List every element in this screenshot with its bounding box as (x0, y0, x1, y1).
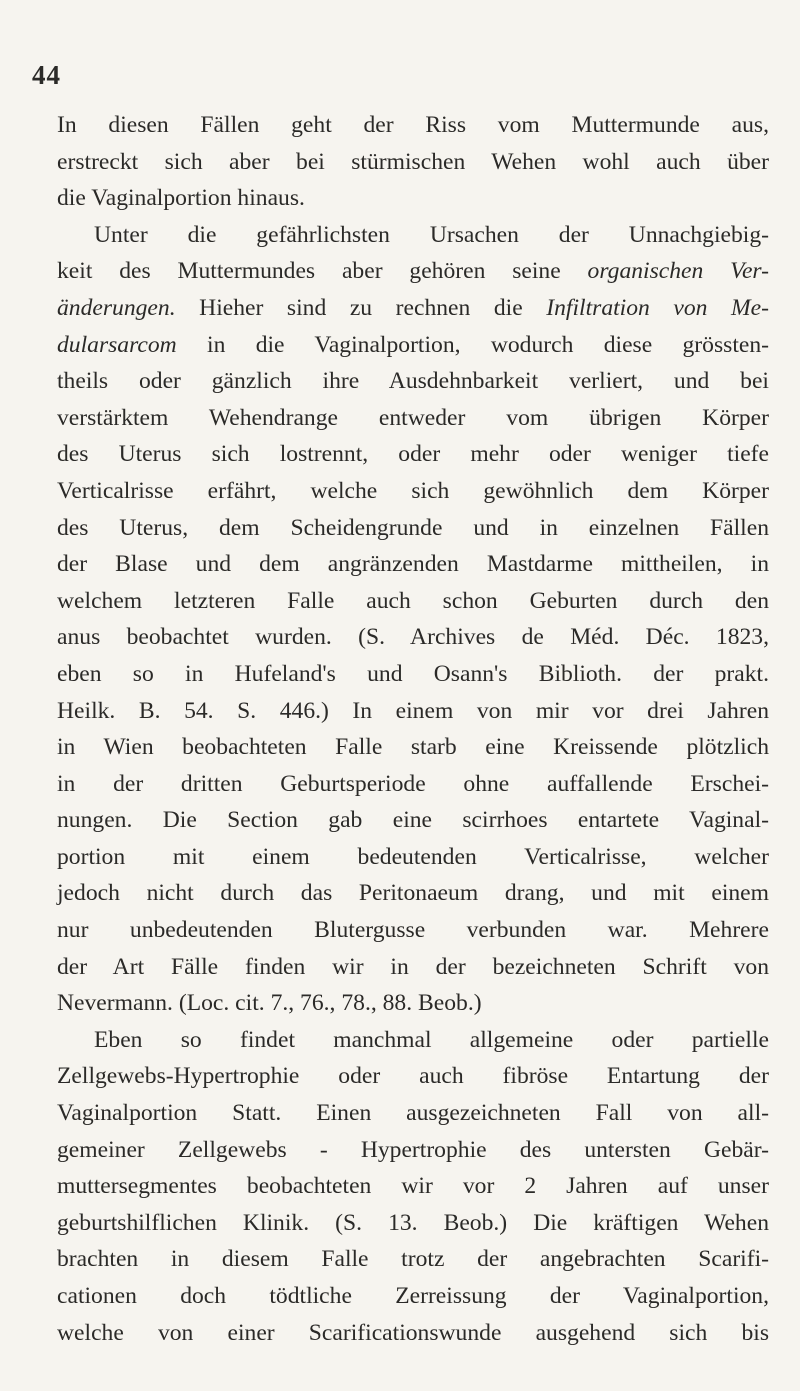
text-span: Hieher sind zu rechnen die (175, 294, 547, 321)
text-line: brachten in diesem Falle trotz der angebrachten Scarifi- (57, 1246, 769, 1273)
italic-text: organischen Ver- (587, 258, 769, 285)
text-line: in Wien beobachteten Falle starb eine Kreissende plötzlich (57, 734, 769, 761)
text-span: keit des Muttermundes aber gehören seine (57, 258, 588, 285)
text-line: der Blase und dem angränzenden Mastdarme mittheilen, in (57, 551, 769, 578)
text-line (57, 253, 769, 290)
italic-text: änderungen. (57, 294, 176, 321)
text-line: muttersegmentes beobachteten wir vor 2 Jahren auf unser (57, 1173, 769, 1200)
text-line: geburtshilflichen Klinik. (S. 13. Beob.) Die kräftigen Wehen (57, 1209, 769, 1236)
text-line: erstreckt sich aber bei stürmischen Wehen wohl auch über (57, 148, 769, 175)
text-line: Vaginalportion Statt. Einen ausgezeichneten Fall von all- (57, 1100, 769, 1127)
text-line: Nevermann. (Loc. cit. 7., 76., 78., 88. Beob.) (57, 990, 482, 1017)
text-line: Zellgewebs-Hypertrophie oder auch fibröse Entartung der (57, 1063, 769, 1090)
text-line: nur unbedeutenden Blutergusse verbunden war. Mehrere (57, 917, 769, 944)
text-line: Heilk. B. 54. S. 446.) In einem von mir vor drei Jahren (57, 697, 769, 724)
text-line: die Vaginalportion hinaus. (57, 185, 305, 212)
text-line: in der dritten Geburtsperiode ohne auffallende Erschei- (57, 770, 769, 797)
body-text (57, 107, 769, 1351)
text-line: eben so in Hufeland's und Osann's Biblioth. der prakt. (57, 660, 769, 687)
text-line: cationen doch tödtliche Zerreissung der Vaginalportion, (57, 1283, 769, 1309)
text-line: gemeiner Zellgewebs - Hypertrophie des untersten Gebär- (57, 1136, 769, 1163)
text-line: Eben so findet manchmal allgemeine oder partielle (94, 1026, 769, 1053)
text-line: der Art Fälle finden wir in der bezeichneten Schrift von (57, 953, 769, 980)
text-line (57, 327, 769, 364)
text-line: In diesen Fällen geht der Riss vom Muttermunde aus, (57, 112, 769, 138)
text-line: Verticalrisse erfährt, welche sich gewöhnlich dem Körper (57, 477, 769, 504)
text-line: des Uterus, dem Scheidengrunde und in einzelnen Fällen (57, 514, 769, 541)
text-span: in die Vaginalportion, wodurch diese grössten- (176, 331, 769, 358)
italic-text: dularsarcom (57, 331, 177, 358)
text-line: nungen. Die Section gab eine scirrhoes entartete Vaginal- (57, 807, 769, 834)
text-line: Unter die gefährlichsten Ursachen der Unnachgiebig- (94, 221, 769, 248)
text-line: des Uterus sich lostrennt, oder mehr oder weniger tiefe (57, 441, 769, 468)
page-number: 44 (32, 60, 61, 90)
text-line: welchem letzteren Falle auch schon Geburten durch den (57, 587, 769, 614)
text-line (57, 290, 769, 327)
text-line: anus beobachtet wurden. (S. Archives de Méd. Déc. 1823, (57, 624, 769, 651)
text-line: theils oder gänzlich ihre Ausdehnbarkeit verliert, und bei (57, 368, 769, 395)
text-line: portion mit einem bedeutenden Verticalrisse, welcher (57, 843, 769, 870)
italic-text: Infiltration von Me- (546, 294, 769, 321)
text-line: welche von einer Scarificationswunde ausgehend sich bis (57, 1319, 769, 1346)
text-line: jedoch nicht durch das Peritonaeum drang, und mit einem (57, 880, 769, 907)
text-line: verstärktem Wehendrange entweder vom übrigen Körper (57, 404, 769, 431)
